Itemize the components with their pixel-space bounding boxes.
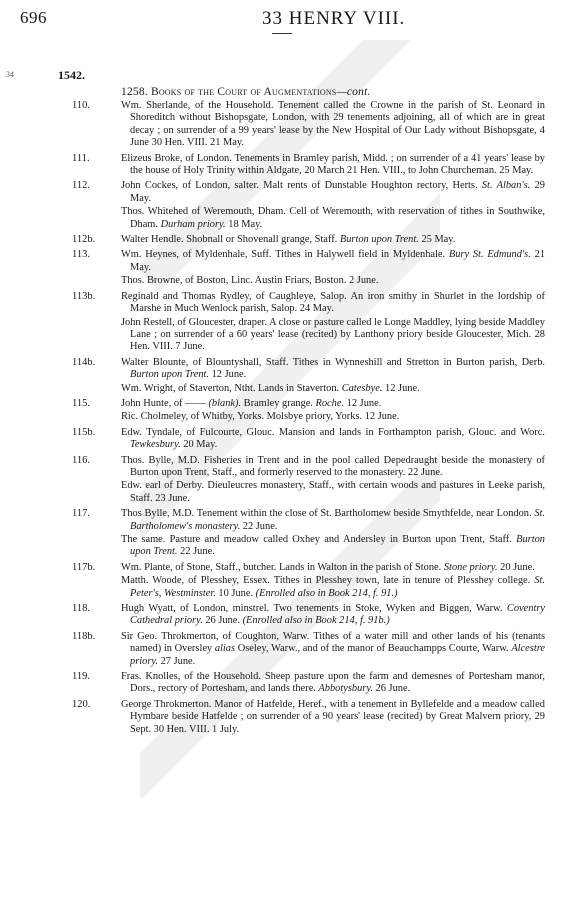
text-run: Sir Geo. Throkmerton, of Coughton, Warw. Tithes of a water mill and other lands of his (tenants named) in Oversley [121, 630, 545, 655]
entry-number: 110. [72, 100, 90, 111]
entry-paragraph [121, 275, 545, 287]
entry-number: 117. [72, 508, 90, 520]
entry [0, 249, 567, 287]
entry-number: 119. [72, 671, 90, 683]
text-run: Wm. Plante, of Stone, Staff., butcher. Lands in Walton in the parish of Stone. [121, 561, 444, 573]
entry-paragraph [121, 562, 545, 574]
entry-body [121, 398, 545, 424]
text-run: 27 June. [158, 655, 196, 667]
italic-text: Burton upon Trent. [130, 369, 209, 381]
entry-number: 117b. [72, 561, 96, 573]
section-title: Books of the Court of Augmentations [150, 86, 337, 98]
text-run: The same. Pasture and meadow called Oxhey and Andersley in Burton upon Trent, Staff. [121, 534, 517, 545]
entry-number: 112b. [72, 234, 96, 246]
text-run: 20 June. [497, 561, 535, 573]
text-run: Fras. Knolles, of the Household. Sheep pasture upon the farm and demesnes of Portesham manor, Dors., rectory of Portesham, and lands there. [121, 671, 545, 695]
entry-number: 113b. [72, 290, 96, 302]
italic-text: alias [214, 643, 236, 655]
text-run: 29 May. [130, 180, 545, 204]
entry-body [121, 100, 545, 150]
entry-number: 116. [72, 454, 90, 466]
page-number: 696 [20, 8, 47, 27]
italic-text: Durham priory. [160, 218, 226, 230]
text-run: Wm. Heynes, of Myldenhale, Suff. Tithes in Halywell field in Myldenhale. [121, 249, 449, 261]
italic-text: St. Peter's, Westminster. [130, 575, 545, 599]
entry [0, 699, 567, 736]
entry-number: 112. [72, 180, 90, 192]
section-suffix: —cont. [336, 86, 371, 98]
text-run: 25 May. [418, 234, 456, 246]
entry-body [121, 603, 545, 628]
entry-paragraph [121, 631, 545, 668]
text-run: 18 May. [225, 218, 263, 230]
text-run: 22 June. [177, 546, 215, 558]
entry-paragraph [121, 603, 545, 628]
text-run: Thos Bylle, M.D. Tenement within the close of St. Bartholomew beside Smythfelde, near London. [121, 508, 535, 520]
text-run: Elizeus Broke, of London. Tenements in Bramley parish, Midd. ; on surrender of a 41 years' lease by the house of Holy Trinity within Aldgate, 20 March 21 Hen. VIII., to John Churcheman. 25 May. [121, 152, 545, 177]
entry-paragraph [121, 383, 545, 395]
text-run: 12 June. [209, 369, 247, 381]
entry-paragraph [121, 671, 545, 696]
italic-text: Alcestre priory. [130, 643, 545, 667]
entry-body [121, 249, 545, 287]
entry-paragraph [121, 180, 545, 205]
entry [0, 100, 567, 150]
entry-paragraph [121, 357, 545, 382]
entry-body [121, 427, 545, 452]
entry [0, 427, 567, 452]
italic-text: Tewkesbury. [130, 439, 181, 451]
text-run: Matth. Woode, of Plesshey, Essex. Tithes in Plesshey town, late in tenure of Plesshey college. [121, 575, 535, 587]
entry-number: 114b. [72, 356, 96, 368]
title-rule [272, 33, 292, 34]
entry-body [121, 291, 545, 354]
entry [0, 631, 567, 668]
entry-paragraph [121, 699, 545, 736]
entry-paragraph [121, 249, 545, 274]
text-run: Walter Hendle. Shobnall or Shovenall grange, Staff. [121, 234, 340, 246]
text-run: Walter Blounte, of Blountyshall, Staff. Tithes in Wynneshill and Stretton in Burton parish, Derb. [121, 356, 545, 368]
text-run: Bramley grange. [241, 397, 316, 409]
italic-text: (blank). [208, 397, 242, 409]
text-run: Thos. Browne, of Boston, Linc. Austin Friars, Boston. 2 June. [121, 275, 379, 287]
entry-body [121, 455, 545, 506]
text-run: 22 June. [240, 520, 278, 532]
text-run: Wm. Sherlande, of the Household. Tenement called the Crowne in the parish of St. Leonard in Shoreditch without Bishopsgate, London, with 29 tenements adjoining, all of which are in great decay ; on surrender of a 99 years' lease by the New Hospital of Our Lady without Bishopsgate, 4 June 30 Hen. VIII. 21 May. [121, 100, 545, 149]
entry [0, 234, 567, 246]
text-run: Thos. Bylle, M.D. Fisheries in Trent and in the pool called Depedraught beside the monastery of Burton upon Trent, Staff., and formerly reserved to the monastery. 22 June. [121, 454, 545, 478]
entry-body [121, 153, 545, 178]
italic-text: Bury St. Edmund's. [448, 249, 531, 261]
entry-body [121, 671, 545, 696]
entry [0, 671, 567, 696]
entry-paragraph [121, 455, 545, 480]
text-run: 12 June. [344, 397, 382, 409]
entry-paragraph [121, 411, 545, 423]
entry-paragraph [121, 427, 545, 452]
text-run: 10 June. [215, 587, 256, 599]
italic-text: Catesbye. [341, 382, 383, 394]
entry [0, 562, 567, 600]
entry-list [0, 100, 567, 739]
margin-marks: 34 [6, 70, 14, 79]
entry-body [121, 508, 545, 559]
entry [0, 398, 567, 424]
entry-body [121, 234, 545, 246]
entry-number: 120. [72, 698, 91, 710]
entry [0, 508, 567, 559]
italic-text: Stone priory. [443, 561, 498, 573]
section-heading [121, 86, 371, 98]
text-run: 21 May. [130, 249, 545, 273]
entry-paragraph [121, 153, 545, 178]
italic-text: (Enrolled also in Book 214, f. 91b.) [242, 615, 390, 627]
text-run: 20 May. [180, 439, 218, 451]
section-number: 1258. [121, 86, 148, 98]
entry-number: 118b. [72, 630, 96, 642]
entry [0, 357, 567, 395]
italic-text: Coventry Cathedral priory. [130, 603, 545, 627]
entry-body [121, 180, 545, 231]
italic-text: Abbotysbury. [318, 683, 373, 695]
entry-body [121, 562, 545, 600]
text-run: Reginald and Thomas Rydley, of Caughleye, Salop. An iron smithy in Shurlet in the lordship of Marshe in Much Wenlock parish, Salop. 24 May. [121, 290, 545, 315]
entry [0, 153, 567, 178]
text-run: Oseley, Warw., and of the manor of Beauchampps Courte, Warw. [235, 643, 512, 655]
entry-body [121, 699, 545, 736]
entry-paragraph [121, 291, 545, 316]
entry-number: 115b. [72, 426, 96, 438]
entry-paragraph [121, 317, 545, 354]
entry-paragraph [121, 398, 545, 410]
text-run: Wm. Wright, of Staverton, Ntht. Lands in Staverton. [121, 382, 342, 394]
entry-paragraph [121, 480, 545, 505]
entry-number: 111. [72, 152, 90, 164]
text-run: 26 June. [372, 683, 411, 695]
text-run: John Hunte, of —— [121, 397, 209, 409]
text-run: Edw. Tyndale, of Fulcourte, Glouc. Mansion and lands in Forthampton parish, Glouc. and Worc. [121, 426, 545, 438]
entry-paragraph [121, 575, 545, 600]
text-run: George Throkmerton. Manor of Hatfelde, Heref., with a tenement in Byllefelde and a meadow called Hymbare beside Hatfelde ; on surrender of a 90 years' lease (recited) by Great Malvern priory, 29 Sept. 30 Hen. VIII. 1 July. [121, 698, 545, 735]
text-run: Thos. Whitehed of Weremouth, Dham. Cell of Weremouth, with reservation of tithes in Southwike, Dham. [121, 206, 545, 230]
text-run: Ric. Cholmeley, of Whitby, Yorks. Molsbye priory, Yorks. 12 June. [121, 411, 400, 423]
entry [0, 180, 567, 231]
entry-body [121, 357, 545, 395]
italic-text: St. Alban's. [481, 180, 531, 192]
italic-text: St. Bartholomew's monastery. [130, 508, 545, 532]
year-marker: 1542. [58, 68, 85, 82]
italic-text: Burton upon Trent. [130, 534, 545, 558]
entry-paragraph [121, 100, 545, 150]
entry-number: 118. [72, 603, 90, 615]
text-run: 26 June. [202, 615, 243, 627]
entry-paragraph [121, 534, 545, 559]
text-run: 12 June. [382, 382, 420, 394]
entry-body [121, 631, 545, 668]
entry [0, 291, 567, 354]
text-run: Edw. earl of Derby. Dieuleucres monastery, Staff., with certain woods and pastures in Leeke parish, Staff. 23 June. [121, 480, 545, 504]
text-run: John Restell, of Gloucester, draper. A close or pasture called le Longe Maddley, lying beside Maddley Lane ; on surrender of a 60 years' lease (recited) by Lanthony priory beside Gloucester, Mich. 28 Hen. VIII. 7 June. [121, 316, 545, 353]
italic-text: Roche. [315, 397, 345, 409]
entry [0, 603, 567, 628]
italic-text: Burton upon Trent. [339, 234, 419, 246]
entry-paragraph [121, 508, 545, 533]
text-run: Hugh Wyatt, of London, minstrel. Two tenements in Stoke, Wyken and Biggen, Warw. [121, 603, 507, 615]
running-title: 33 HENRY VIII. [262, 8, 406, 29]
text-run: John Cockes, of London, salter. Malt rents of Dunstable Houghton rectory, Herts. [121, 180, 482, 192]
entry-number: 113. [72, 249, 90, 261]
entry [0, 455, 567, 506]
entry-paragraph [121, 234, 545, 246]
italic-text: (Enrolled also in Book 214, f. 91.) [255, 587, 398, 599]
entry-paragraph [121, 206, 545, 231]
entry-number: 115. [72, 397, 90, 409]
